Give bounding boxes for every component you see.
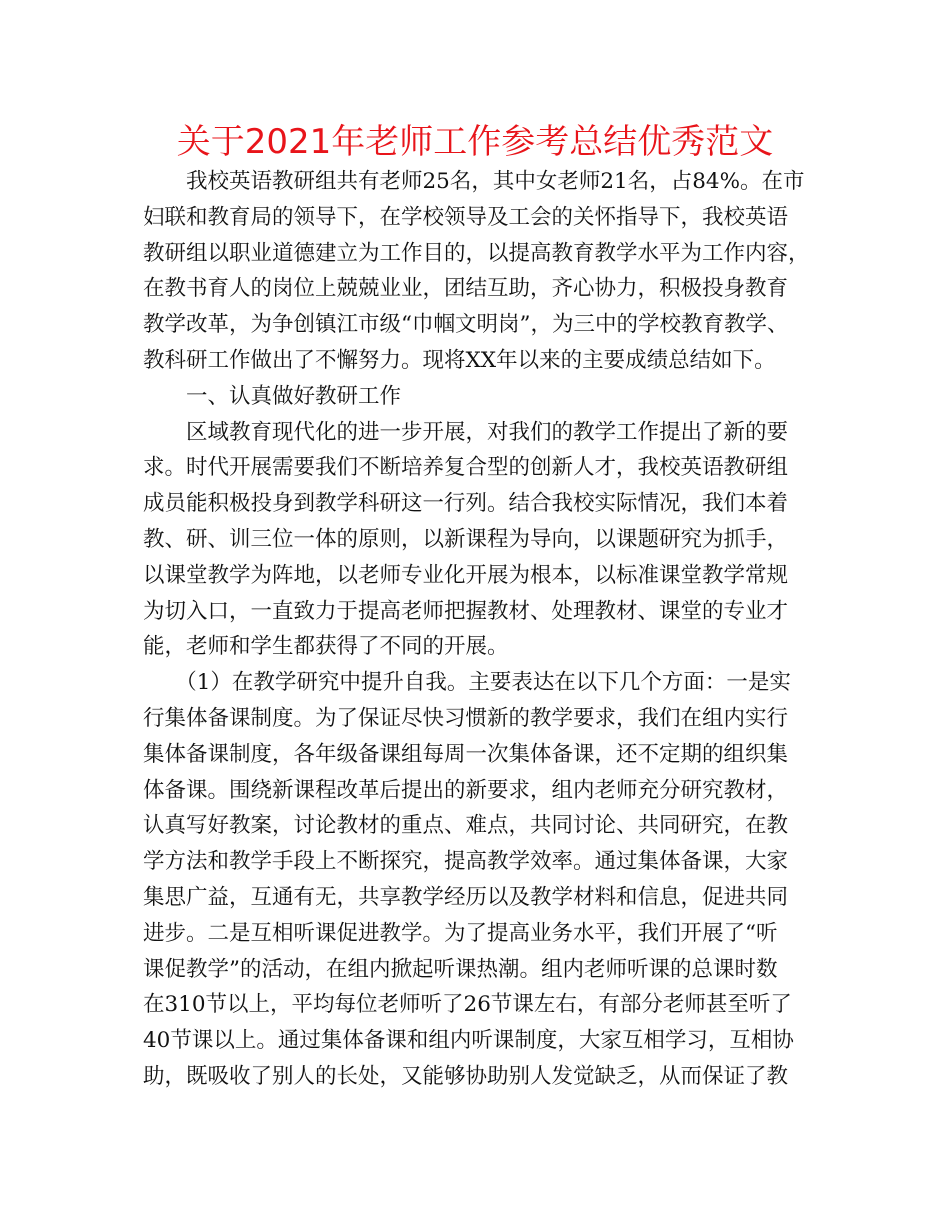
text-line: 集体备课制度，各年级备课组每周一次集体备课，还不定期的组织集 (143, 741, 789, 767)
text-line: 成员能积极投身到教学科研这一行列。结合我校实际情况，我们本着 (143, 491, 789, 517)
text-line: 40节课以上。通过集体备课和组内听课制度，大家互相学习，互相协 (143, 1028, 794, 1054)
text-line: 妇联和教育局的领导下，在学校领导及工会的关怀指导下，我校英语 (143, 204, 789, 230)
text-line: 课促教学”的活动，在组内掀起听课热潮。组内老师听课的总课时数 (143, 956, 778, 982)
text-line: 为切入口，一直致力于提高老师把握教材、处理教材、课堂的专业才 (143, 598, 789, 624)
text-line: 以课堂教学为阵地，以老师专业化开展为根本，以标准课堂教学常规 (143, 562, 789, 588)
document-title: 关于2021年老师工作参考总结优秀范文 (176, 122, 774, 162)
text-line: 行集体备课制度。为了保证尽快习惯新的教学要求，我们在组内实行 (143, 705, 789, 731)
text-line: 集思广益，互通有无，共享教学经历以及教学材料和信息，促进共同 (143, 884, 789, 910)
text-line: 体备课。围绕新课程改革后提出的新要求，组内老师充分研究教材， (143, 777, 789, 803)
text-line: 教科研工作做出了不懈努力。现将XX年以来的主要成绩总结如下。 (143, 347, 776, 373)
text-line: 求。时代开展需要我们不断培养复合型的创新人才，我校英语教研组 (143, 455, 789, 481)
text-line: 教学改革，为争创镇江市级“巾帼文明岗”，为三中的学校教育教学、 (143, 312, 789, 338)
text-line: 我校英语教研组共有老师25名，其中女老师21名，占84%。在市 (143, 169, 805, 194)
text-line: 教研组以职业道德建立为工作目的，以提高教育教学水平为工作内容， (143, 240, 810, 266)
text-line: 在310节以上，平均每位老师听了26节课左右，有部分老师甚至听了 (143, 992, 792, 1018)
document-body (143, 164, 823, 1095)
text-line: （1）在教学研究中提升自我。主要表达在以下几个方面：一是实 (143, 670, 791, 696)
section-heading: 一、认真做好教研工作 (143, 383, 402, 409)
text-line: 教、研、训三位一体的原则，以新课程为导向，以课题研究为抓手， (143, 526, 789, 552)
text-line: 认真写好教案，讨论教材的重点、难点，共同讨论、共同研究，在教 (143, 813, 789, 839)
text-line: 进步。二是互相听课促进教学。为了提高业务水平，我们开展了“听 (143, 920, 778, 946)
text-line: 在教书育人的岗位上兢兢业业，团结互助，齐心协力，积极投身教育 (143, 276, 789, 302)
text-line: 区域教育现代化的进一步开展，对我们的教学工作提出了新的要 (143, 419, 789, 445)
text-line: 学方法和教学手段上不断探究，提高教学效率。通过集体备课，大家 (143, 849, 789, 875)
text-line: 能，老师和学生都获得了不同的开展。 (143, 634, 509, 660)
text-line: 助，既吸收了别人的长处，又能够协助别人发觉缺乏，从而保证了教 (143, 1063, 789, 1089)
